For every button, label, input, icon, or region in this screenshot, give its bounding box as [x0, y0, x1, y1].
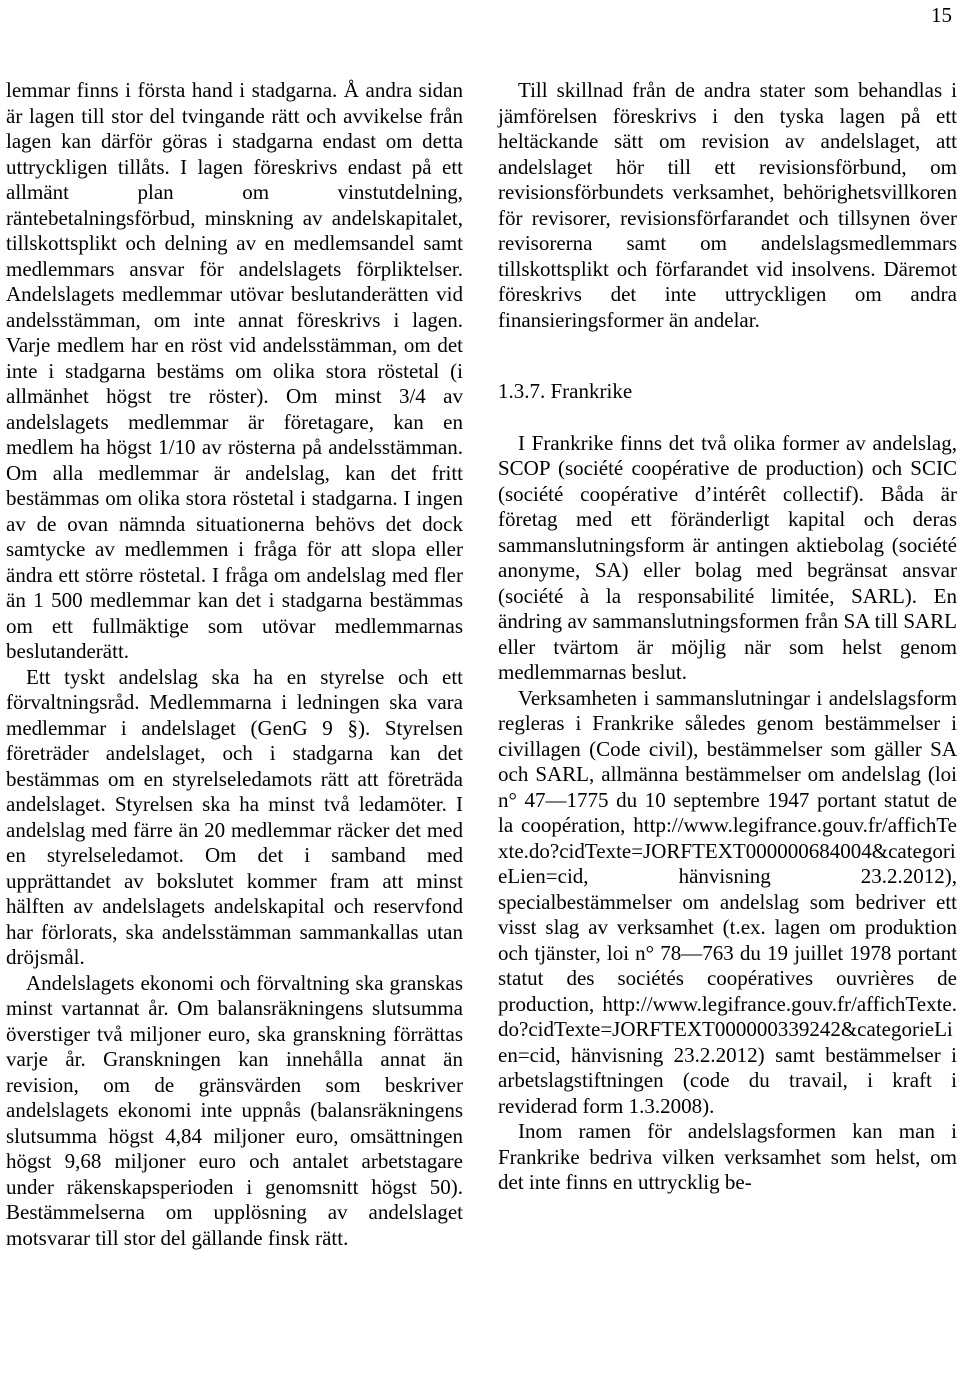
left-paragraph-1: lemmar finns i första hand i stadgarna. Å andra sidan är lagen till stor del tvingande rätt och avvikelse från lagen kan därför göras i stadgarna endast om detta uttryckligen tillåts. I lagen föreskrivs endast på ett allmänt plan om vinstutdelning, räntebetalningsförbud, minskning av andelskapitalet, tillskottsplikt och delning av en medlemsandel samt medlemmars ansvar för andelslagets förpliktelser. Andelslagets medlemmar utövar beslutanderätten vid andelsstämman, om inte annat föreskrivs i lagen. Varje medlem har en röst vid andelsstämman, om det inte i stadgarna bestäms om olika stora röstetal (i allmänhet högst tre röster). Om minst 3/4 av andelslagets medlemmar är företagare, kan en medlem ha högst 1/10 av rösterna på andelsstämman. Om alla medlemmar är andelslag, kan det fritt bestämmas om olika stora röstetal i stadgarna. I ingen av de ovan nämnda situationerna behövs det dock samtycke av medlemmen i fråga för att slopa eller ändra ett större röstetal. I fråga om andelslag med fler än 1 500 medlemmar kan det i stadgarna bestämmas om ett fullmäktige som utövar medlemmarnas beslutanderätt.: [6, 78, 463, 663]
legifrance-link-1[interactable]: http://www.legifrance.gouv.fr/affichTexte.do?cidTexte=JORFTEXT000000684004&categorieLien=cid,: [498, 813, 957, 888]
section-heading: 1.3.7. Frankrike: [498, 379, 633, 403]
left-paragraph-3: Andelslagets ekonomi och förvaltning ska granskas minst vartannat år. Om balansräkningens slutsumma överstiger två miljoner euro, ska granskning förrättas varje år. Granskningen kan innehålla annat än revision, om de gränsvärden som beskriver andelslagets ekonomi inte uppnås (balansräkningens slutsumma högst 4,84 miljoner euro, omsättningen högst 9,68 miljoner euro och antalet arbetstagare under räkenskapsperioden i genomsnitt högst 50). Bestämmelserna om upplösning av andelslaget motsvarar till stor del gällande finsk rätt.: [6, 970, 463, 1250]
right-paragraph-3-part-c: hänvisning 23.2.2012) samt bestämmelser i arbetslagstiftningen (code du travail, i kraft i reviderad form 1.3.2008).: [498, 1042, 957, 1118]
left-paragraph-2: Ett tyskt andelslag ska ha en styrelse och ett förvaltningsråd. Medlemmarna i ledningen ska vara medlemmar i andelslaget (GenG 9 §). Styrelsen företräder andelslaget, och i stadgarna kan det bestämmas om en styrelseledamots rätt att företräda andelslaget. Styrelsen ska ha minst två ledamöter. I andelslag med färre än 20 medlemmar räcker det med en styrelseledamot. Om det i samband med upprättandet av bokslutet kommer fram att minst hälften av andelslagets andelskapital och reservfond har förlorats, ska andelsstämman sammankallas utan dröjsmål.: [6, 664, 463, 969]
right-paragraph-2: I Frankrike finns det två olika former av andelslag, SCOP (société coopérative de production) och SCIC (société coopérative d’intérêt collectif). Båda är företag med ett föränderligt kapital och deras sammanslutningsform är antingen aktiebolag (société anonyme, SA) eller bolag med begränsat ansvar (société à la responsabilité limitée, SARL). En ändring av sammanslutningsformen från SA till SARL eller tvärtom är möjlig när som helst genom medlemmarnas beslut.: [498, 430, 957, 684]
page-number: 15: [931, 3, 952, 27]
right-paragraph-1: Till skillnad från de andra stater som behandlas i jämförelsen föreskrivs i den tyska lagen på ett heltäckande sätt om revision av andelslaget, att andelslaget hör till ett revisionsförbund, om revisionsförbundets verksamhet, behörighetsvillkoren för revisorer, revisionsförfarandet och tillsynen över revisorerna samt om andelslagsmedlemmars tillskottsplikt och förfarandet vid insolvens. Däremot föreskrivs det inte uttryckligen om andra finansieringsformer än andelar.: [498, 78, 957, 332]
right-paragraph-3-part-b: hänvisning 23.2.2012), specialbestämmelser om andelslag som bedriver ett visst slag av verksamhet (t.ex. lagen om produktion och tjänster, loi n° 78—763 du 19 juillet 1978 portant statut des sociétés coopératives ouvrières de production,: [498, 864, 957, 1016]
right-column: [498, 78, 957, 1196]
right-paragraph-3-part-a: Verksamheten i sammanslutningar i andelslagsform regleras i Frankrike således genom bestämmelser i civillagen (Code civil), bestämmelser som gäller SA och SARL, allmänna bestämmelser om andelslag (loi n° 47—1775 du 10 septembre 1947 portant statut de la coopération,: [498, 685, 957, 837]
legifrance-link-2[interactable]: http://www.legifrance.gouv.fr/affichTexte.do?cidTexte=JORFTEXT000000339242&categorieLien=cid,: [498, 991, 957, 1067]
left-column: [6, 78, 463, 1251]
right-paragraph-4: Inom ramen för andelslagsformen kan man i Frankrike bedriva vilken verksamhet som helst, om det inte finns en uttrycklig be-: [498, 1119, 957, 1194]
right-paragraph-3: [498, 686, 957, 1120]
